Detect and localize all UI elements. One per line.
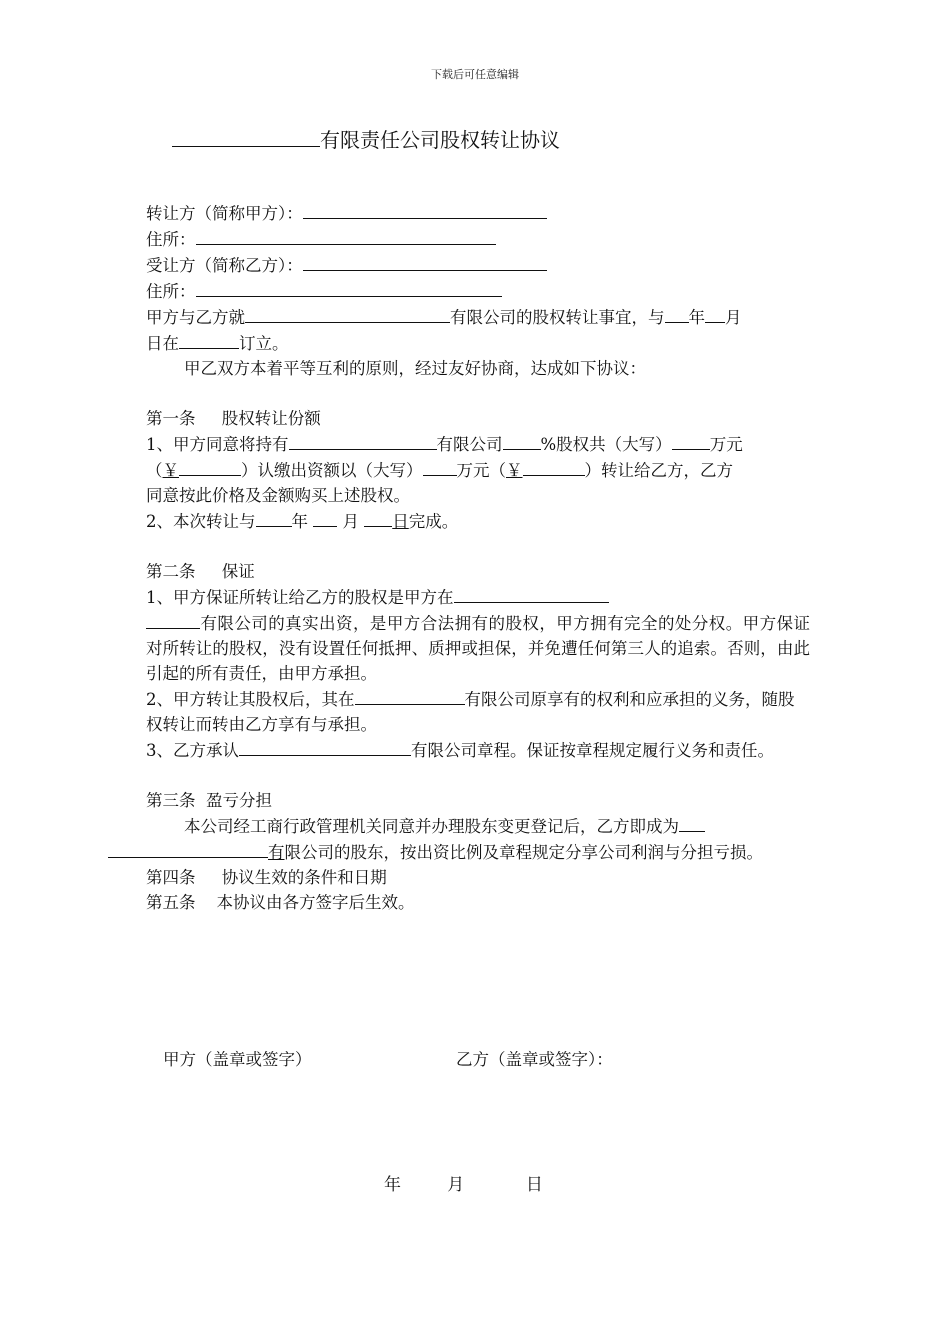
- complete-year-blank[interactable]: [256, 508, 292, 527]
- article-2-clause-2: [146, 686, 810, 737]
- clause-text: （: [146, 461, 163, 480]
- clause-text: 本公司经工商行政管理机关同意并办理股东变更登记后，乙方即成为: [184, 817, 679, 836]
- intro-text: 月: [725, 308, 742, 327]
- intro-place-blank[interactable]: [179, 330, 239, 349]
- price-figure-blank[interactable]: [523, 457, 585, 476]
- clause-text: 有限公司: [436, 435, 503, 454]
- clause-text: %股权共（大写）: [540, 435, 672, 454]
- clause-text: 有限公司章程。保证按章程规定履行义务和责任。: [411, 741, 774, 760]
- article-3-heading: 第三条 盈亏分担: [146, 791, 272, 810]
- article-3-paragraph: [146, 813, 810, 865]
- transferor-line: [146, 200, 810, 226]
- article-1-heading: 第一条 股权转让份额: [146, 409, 321, 428]
- agreement-body: [146, 200, 810, 915]
- charter-company-blank[interactable]: [239, 737, 411, 756]
- address2-line: [146, 278, 810, 304]
- article-1-clause-1: [146, 431, 810, 508]
- intro-text: 订立。: [239, 334, 289, 353]
- transferor-label: 转让方（简称甲方）：: [146, 204, 303, 223]
- article-2-heading: 第二条 保证: [146, 562, 255, 581]
- clause-text: 3、乙方承认: [146, 741, 239, 760]
- clause-text: 同意按此价格及金额购买上述股权。: [146, 486, 410, 505]
- title-text: 有限责任公司股权转让协议: [320, 128, 560, 152]
- complete-day-blank[interactable]: [364, 508, 392, 527]
- clause-text: 限公司的股东，按出资比例及章程规定分享公司利润与分担亏损。: [284, 843, 763, 862]
- amount-figure-blank-1[interactable]: [179, 457, 241, 476]
- article-1-clause-2: [146, 508, 810, 534]
- clause-text: ）转让给乙方，乙方: [584, 461, 733, 480]
- address1-line: [146, 226, 810, 252]
- article-4-heading: 第四条 协议生效的条件和日期: [146, 868, 387, 887]
- transferee-line: [146, 252, 810, 278]
- intro-text: 日在: [146, 334, 179, 353]
- held-company-blank[interactable]: [289, 431, 437, 450]
- party-a-signature: 甲方（盖章或签字）: [163, 1050, 312, 1069]
- clause-text: 有限公司的真实出资，是甲方合法拥有的股权，甲方拥有完全的处分权。甲方保证对所转让的股权，没有设置任何抵押、质押或担保，并免遭任何第三人的追索。否则，由此引起的所有责任，由甲方承担。: [146, 614, 810, 683]
- intro-text: 有限公司的股权转让事宜，与: [450, 308, 665, 327]
- rights-company-blank[interactable]: [355, 686, 465, 705]
- intro-year-blank[interactable]: [665, 304, 689, 323]
- clause-text: 1、甲方保证所转让给乙方的股权是甲方在: [146, 588, 454, 607]
- amount-words-blank[interactable]: [672, 431, 710, 450]
- article-2-clause-3: [146, 737, 810, 763]
- company-name-blank[interactable]: [172, 128, 320, 147]
- page-header: 下载后可任意编辑: [431, 68, 519, 81]
- intro-text: 甲方与乙方就: [146, 308, 245, 327]
- clause-text: 1、甲方同意将持有: [146, 435, 289, 454]
- address2-label: 住所：: [146, 282, 196, 301]
- clause-text: 有限公司原享有的权利和应承担的义务，随股权转让而转由乙方享有与承担。: [146, 690, 795, 734]
- address2-blank[interactable]: [196, 278, 502, 297]
- address1-label: 住所：: [146, 230, 196, 249]
- intro-company-blank[interactable]: [245, 304, 450, 323]
- clause-text: 有: [268, 843, 285, 862]
- document-title: [172, 124, 560, 153]
- signing-date: 年 月 日: [384, 1175, 543, 1195]
- transferee-blank[interactable]: [303, 252, 547, 271]
- price-words-blank[interactable]: [423, 457, 457, 476]
- intro-month-blank[interactable]: [705, 304, 725, 323]
- intro-line-1: [146, 304, 810, 330]
- party-b-signature: 乙方（盖章或签字）：: [456, 1050, 613, 1069]
- guarantee-company-blank-b[interactable]: [146, 610, 200, 629]
- address1-blank[interactable]: [196, 226, 496, 245]
- percent-blank[interactable]: [503, 431, 541, 450]
- article-2-clause-1: [146, 584, 810, 686]
- intro-line-2: [146, 330, 810, 356]
- clause-text: 完成。: [408, 512, 459, 531]
- yen-symbol: ￥: [506, 461, 523, 480]
- transferor-blank[interactable]: [303, 200, 547, 219]
- complete-month-blank[interactable]: [313, 508, 337, 527]
- consensus-paragraph: 甲乙双方本着平等互利的原则，经过友好协商，达成如下协议：: [184, 359, 646, 378]
- article-5-heading: 第五条 本协议由各方签字后生效。: [146, 893, 415, 912]
- clause-text: 万元: [709, 435, 743, 454]
- clause-text: 2、甲方转让其股权后，其在: [146, 690, 355, 709]
- shareholder-company-blank-b[interactable]: [108, 839, 268, 858]
- clause-text: 年: [291, 512, 308, 531]
- clause-text: ）认缴出资额以（大写）: [241, 461, 423, 480]
- clause-text: 2、本次转让与: [146, 512, 256, 531]
- intro-text: 年: [688, 308, 705, 327]
- shareholder-company-blank-a[interactable]: [679, 813, 705, 832]
- clause-text: 万元（: [456, 461, 506, 480]
- clause-text: 月: [342, 512, 359, 531]
- yen-symbol: ￥: [162, 461, 179, 480]
- transferee-label: 受让方（简称乙方）：: [146, 256, 303, 275]
- clause-text: 日: [392, 512, 409, 531]
- guarantee-company-blank-a[interactable]: [454, 584, 609, 603]
